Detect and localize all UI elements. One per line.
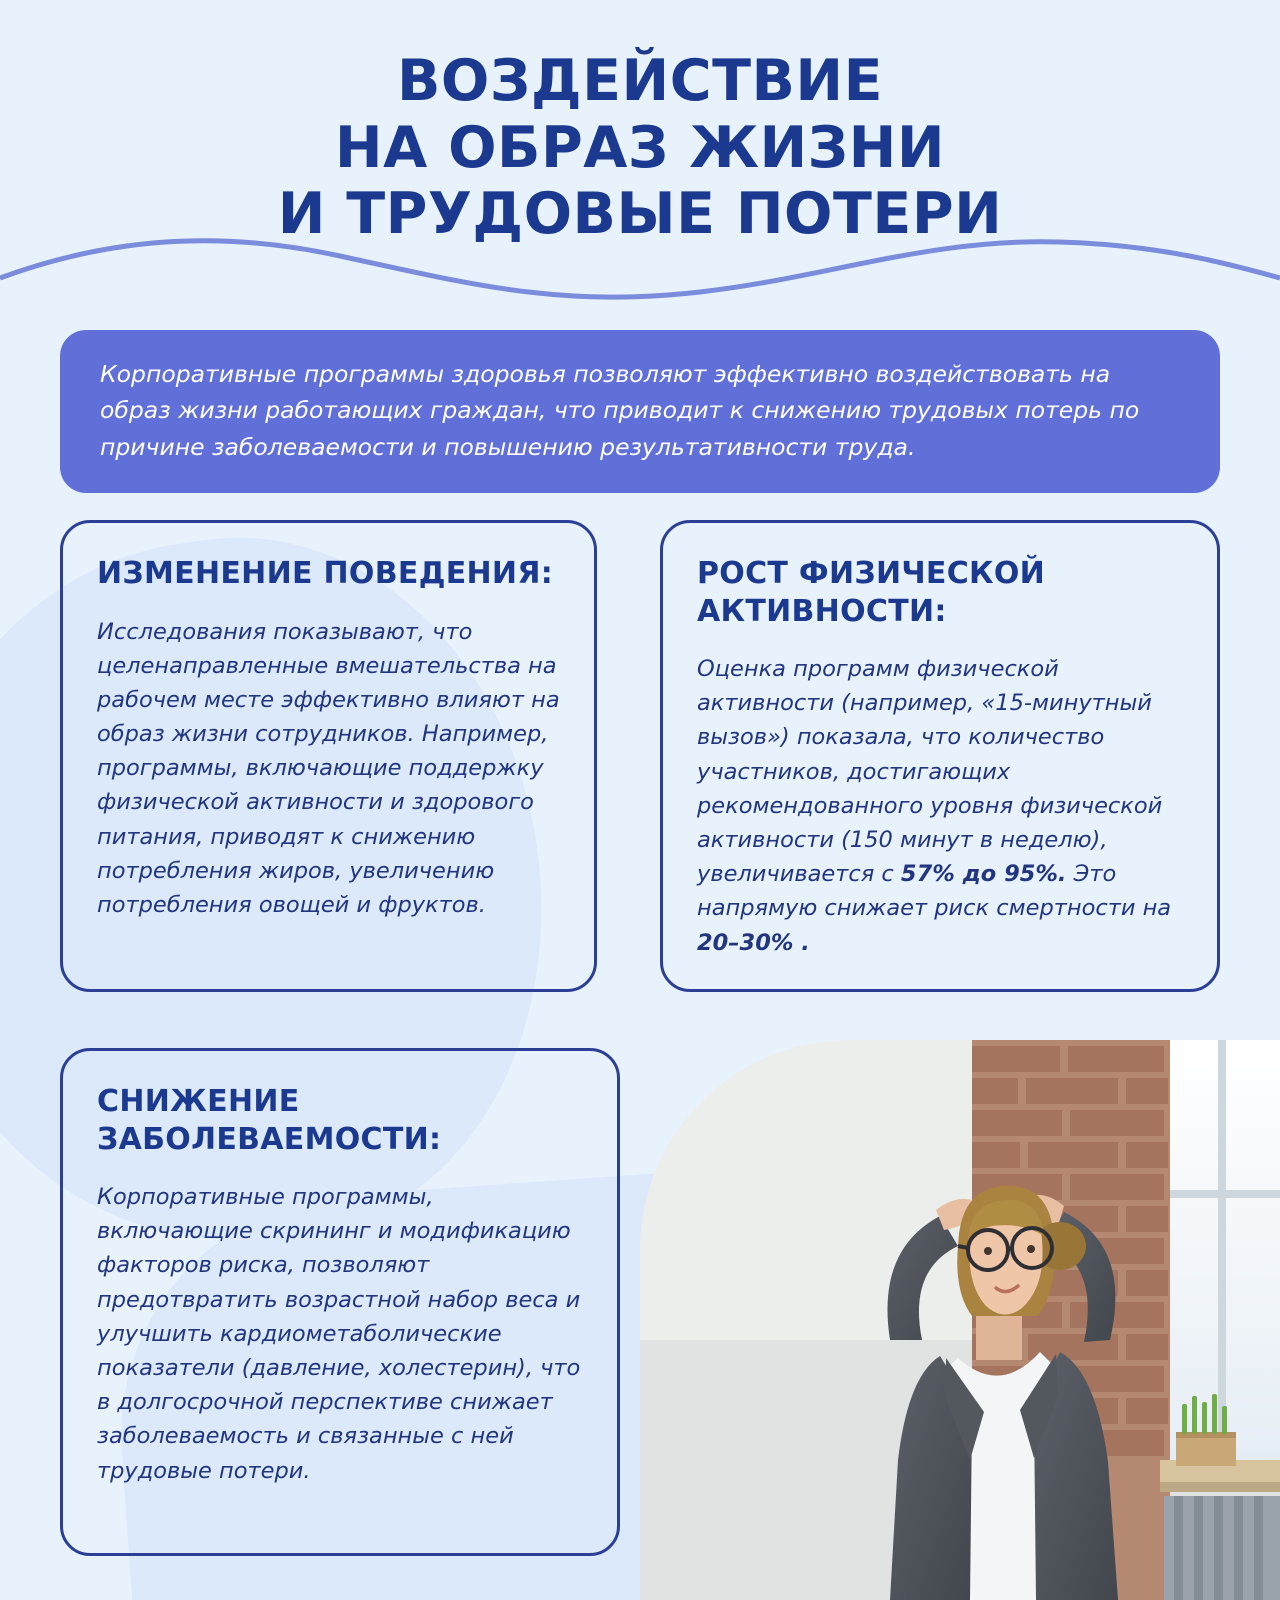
card-behaviour-body: Исследования показывают, что целенаправленные вмешательства на рабочем месте эффективно влияют на образ жизни сотрудников. Например, программы, включающие поддержку физической активности и здорового питания, приводят к снижению потребления жиров, увеличению потребления овощей и фруктов. (97, 618, 560, 918)
activity-text: Это напрямую снижает риск смертности на (697, 861, 1172, 922)
page-title-line-2: НА ОБРАЗ ЖИЗНИ (334, 114, 946, 181)
card-behaviour-title: ИЗМЕНЕНИЕ ПОВЕДЕНИЯ: (97, 556, 554, 591)
activity-text: Оценка программ физической активности (например, «15-минутный вызов») показала, что количество участников, достигающих рекомендованного уровня физической активности (150 минут в неделю), увеличивается с (697, 656, 1163, 888)
intro-banner: Корпоративные программы здоровья позволяют эффективно воздействовать на образ жизни работающих граждан, что приводит к снижению трудовых потерь по причине заболеваемости и повышению результативности труда. (60, 330, 1220, 493)
activity-highlight: 20–30% . (697, 929, 810, 956)
card-morbidity-body: Корпоративные программы, включающие скрининг и модификацию факторов риска, позволяют предотвратить возрастной набор веса и улучшить кардиометаболические показатели (давление, холестерин), что в долгосрочной перспективе снижает заболеваемость и связанные с ней трудовые потери. (97, 1184, 581, 1484)
photo-illustration (640, 1040, 1280, 1600)
card-activity (660, 520, 1220, 992)
card-behaviour (60, 520, 597, 992)
card-activity-body (697, 652, 1183, 960)
card-morbidity (60, 1048, 620, 1556)
page-title-line-3: И ТРУДОВЫЕ ПОТЕРИ (277, 181, 1003, 248)
activity-highlight: 57% до 95%. (900, 861, 1067, 888)
office-woman-stretching-photo (640, 1040, 1280, 1600)
card-morbidity-title: СНИЖЕНИЕ ЗАБОЛЕВАЕМОСТИ: (97, 1084, 442, 1157)
page-title-line-1: ВОЗДЕЙСТВИЕ (396, 48, 884, 114)
card-activity-title: РОСТ ФИЗИЧЕСКОЙ АКТИВНОСТИ: (697, 556, 1046, 629)
page-title (0, 48, 1280, 248)
